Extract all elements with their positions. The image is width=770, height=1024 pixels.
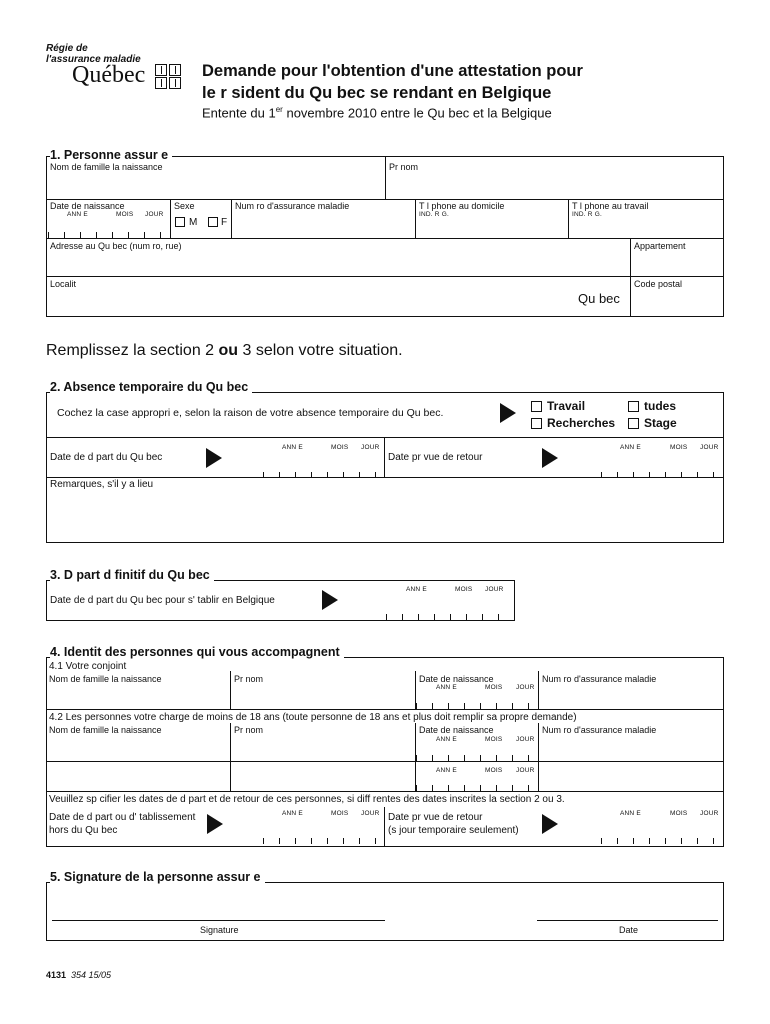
localite-field[interactable] <box>47 291 567 315</box>
section1-title: 1. Personne assur e <box>50 149 172 162</box>
conjoint-naissance-label: Date de naissance <box>419 674 494 684</box>
date-sub-day: JOUR <box>516 684 535 691</box>
sexe-m-checkbox[interactable] <box>175 217 185 227</box>
arrow-right-icon <box>500 403 516 423</box>
date-sub-month: MOIS <box>331 810 349 817</box>
form-code: 354 15/05 <box>71 970 112 980</box>
tel-travail-field[interactable] <box>569 219 721 237</box>
cochez-instruction: Cochez la case appropri e, selon la raison de votre absence temporaire du Qu bec. <box>57 407 444 419</box>
tel-domicile-field[interactable] <box>416 219 568 237</box>
nom-famille-field[interactable] <box>47 175 382 199</box>
sexe-f-checkbox[interactable] <box>208 217 218 227</box>
section2-title: 2. Absence temporaire du Qu bec <box>50 381 252 394</box>
enfant2-num-assurance-field[interactable] <box>539 762 721 790</box>
date-sub-month: MOIS <box>485 767 503 774</box>
arrow-right-icon <box>322 590 338 610</box>
depart-etablissement-label-1: Date de d part ou d' tablissement <box>49 812 196 823</box>
conjoint-prenom-label: Pr nom <box>234 674 264 684</box>
date-sub-year: ANN E <box>282 810 303 817</box>
conjoint-nom-label: Nom de famille la naissance <box>49 674 162 684</box>
depart-definitif-label: Date de d part du Qu bec pour s' tablir en Belgique <box>50 595 275 606</box>
section3-title: 3. D part d finitif du Qu bec <box>50 569 214 582</box>
date-sub-year: ANN E <box>282 444 303 451</box>
date-sub-year: ANN E <box>67 211 88 218</box>
section-instruction <box>46 343 403 359</box>
date-sub-month: MOIS <box>455 586 473 593</box>
num-assurance-field[interactable] <box>232 213 414 237</box>
depart-etablissement-label-2: hors du Qu bec <box>49 825 118 836</box>
date-sub-month: MOIS <box>116 211 134 218</box>
section5-title: 5. Signature de la personne assur e <box>50 871 265 884</box>
date-retour-label: Date pr vue de retour <box>388 452 483 463</box>
date-sub-day: JOUR <box>361 444 380 451</box>
sexe-f-label: F <box>221 217 228 228</box>
veuillez-instruction: Veuillez sp cifier les dates de d part et de retour de ces personnes, si diff rentes des dates inscrites la section 2 ou 3. <box>49 794 565 805</box>
date-sub-day: JOUR <box>700 810 719 817</box>
tel-travail-label: T l phone au travail <box>572 201 649 211</box>
retour-prevu-label-2: (s jour temporaire seulement) <box>388 825 519 836</box>
form-subtitle <box>202 106 552 119</box>
quebec-wordmark: Québec <box>72 62 146 88</box>
recherches-label: Recherches <box>547 416 616 430</box>
enfant1-num-assurance-field[interactable] <box>539 737 721 760</box>
org-name-line1: Régie de <box>46 43 88 54</box>
date-naissance-label: Date de naissance <box>50 201 125 211</box>
enfant1-prenom-field[interactable] <box>231 737 414 760</box>
date-sub-month: MOIS <box>485 736 503 743</box>
org-name-line2: l'assurance maladie <box>46 54 141 65</box>
sub41-label: 4.1 Votre conjoint <box>49 661 127 672</box>
retour-prevu-field[interactable] <box>601 838 721 844</box>
date-label: Date <box>619 925 639 935</box>
sexe-m-label: M <box>189 217 198 228</box>
retour-prevu-label-1: Date pr vue de retour <box>388 812 483 823</box>
travail-label: Travail <box>547 399 586 413</box>
adresse-field[interactable] <box>47 253 627 276</box>
recherches-checkbox[interactable] <box>531 418 542 429</box>
date-sub-day: JOUR <box>516 767 535 774</box>
date-sub-month: MOIS <box>670 810 688 817</box>
date-sub-day: JOUR <box>145 211 164 218</box>
subtitle-superscript: er <box>275 105 283 114</box>
date-signature-field[interactable] <box>537 893 718 919</box>
form-title-line2: le r sident du Qu bec se rendant en Belgique <box>202 84 552 102</box>
arrow-right-icon <box>542 814 558 834</box>
form-title-line1: Demande pour l'obtention d'une attestation pour <box>202 62 583 80</box>
nom-famille-label: Nom de famille la naissance <box>50 162 163 172</box>
date-sub-day: JOUR <box>516 736 535 743</box>
arrow-right-icon <box>207 814 223 834</box>
date-sub-year: ANN E <box>620 444 641 451</box>
appartement-label: Appartement <box>634 241 686 251</box>
date-sub-day: JOUR <box>485 586 504 593</box>
depart-definitif-field[interactable] <box>386 614 506 620</box>
enfant-nom-label: Nom de famille la naissance <box>49 725 162 735</box>
date-sub-month: MOIS <box>670 444 688 451</box>
date-sub-day: JOUR <box>700 444 719 451</box>
signature-label: Signature <box>200 925 239 935</box>
conjoint-nom-field[interactable] <box>47 686 229 709</box>
prenom-field[interactable] <box>386 175 721 199</box>
instruction-part-c: 3 selon votre situation. <box>238 342 403 359</box>
depart-etablissement-field[interactable] <box>263 838 383 844</box>
instruction-part-a: Remplissez la section 2 <box>46 342 219 359</box>
date-sub-year: ANN E <box>436 767 457 774</box>
enfant-num-assurance-label: Num ro d'assurance maladie <box>542 725 657 735</box>
sub42-label: 4.2 Les personnes votre charge de moins de 18 ans (toute personne de 18 ans et plus doit remplir sa propre demande) <box>49 712 577 723</box>
province-quebec-value: Qu bec <box>578 291 620 306</box>
conjoint-num-assurance-field[interactable] <box>539 686 721 709</box>
etudes-checkbox[interactable] <box>628 401 639 412</box>
prenom-label: Pr nom <box>389 162 419 172</box>
enfant2-nom-field[interactable] <box>47 762 229 790</box>
date-sub-year: ANN E <box>620 810 641 817</box>
date-sub-year: ANN E <box>436 684 457 691</box>
remarques-label: Remarques, s'il y a lieu <box>50 479 154 490</box>
date-sub-year: ANN E <box>436 736 457 743</box>
sexe-label: Sexe <box>174 201 195 211</box>
stage-label: Stage <box>644 416 677 430</box>
enfant-naissance-label: Date de naissance <box>419 725 494 735</box>
tel-travail-ind: IND. R G. <box>572 211 602 218</box>
instruction-ou: ou <box>218 342 239 359</box>
code-postal-field[interactable] <box>631 291 721 315</box>
tel-domicile-label: T l phone au domicile <box>419 201 505 211</box>
date-sub-month: MOIS <box>485 684 503 691</box>
date-sub-day: JOUR <box>361 810 380 817</box>
localite-label: Localit <box>50 279 77 289</box>
tel-domicile-ind: IND. R G. <box>419 211 449 218</box>
arrow-right-icon <box>206 448 222 468</box>
enfant1-nom-field[interactable] <box>47 737 229 760</box>
conjoint-prenom-field[interactable] <box>231 686 414 709</box>
adresse-label: Adresse au Qu bec (num ro, rue) <box>50 241 182 251</box>
subtitle-part-a: Entente du 1 <box>202 105 276 121</box>
conjoint-num-assurance-label: Num ro d'assurance maladie <box>542 674 657 684</box>
code-postal-label: Code postal <box>634 279 683 289</box>
section4-title: 4. Identit des personnes qui vous accompagnent <box>50 646 344 659</box>
etudes-label: tudes <box>644 399 677 413</box>
date-sub-month: MOIS <box>331 444 349 451</box>
stage-checkbox[interactable] <box>628 418 639 429</box>
num-assurance-label: Num ro d'assurance maladie <box>235 201 350 211</box>
enfant-prenom-label: Pr nom <box>234 725 264 735</box>
signature-field[interactable] <box>52 893 385 919</box>
form-number: 4131 <box>46 970 67 980</box>
travail-checkbox[interactable] <box>531 401 542 412</box>
fleur-de-lis-flag-icon <box>155 64 187 86</box>
date-depart-label: Date de d part du Qu bec <box>50 452 163 463</box>
date-sub-year: ANN E <box>406 586 427 593</box>
enfant2-prenom-field[interactable] <box>231 762 414 790</box>
arrow-right-icon <box>542 448 558 468</box>
remarques-field[interactable] <box>47 493 722 541</box>
appartement-field[interactable] <box>631 253 721 276</box>
subtitle-part-b: novembre 2010 entre le Qu bec et la Belgique <box>282 105 552 121</box>
